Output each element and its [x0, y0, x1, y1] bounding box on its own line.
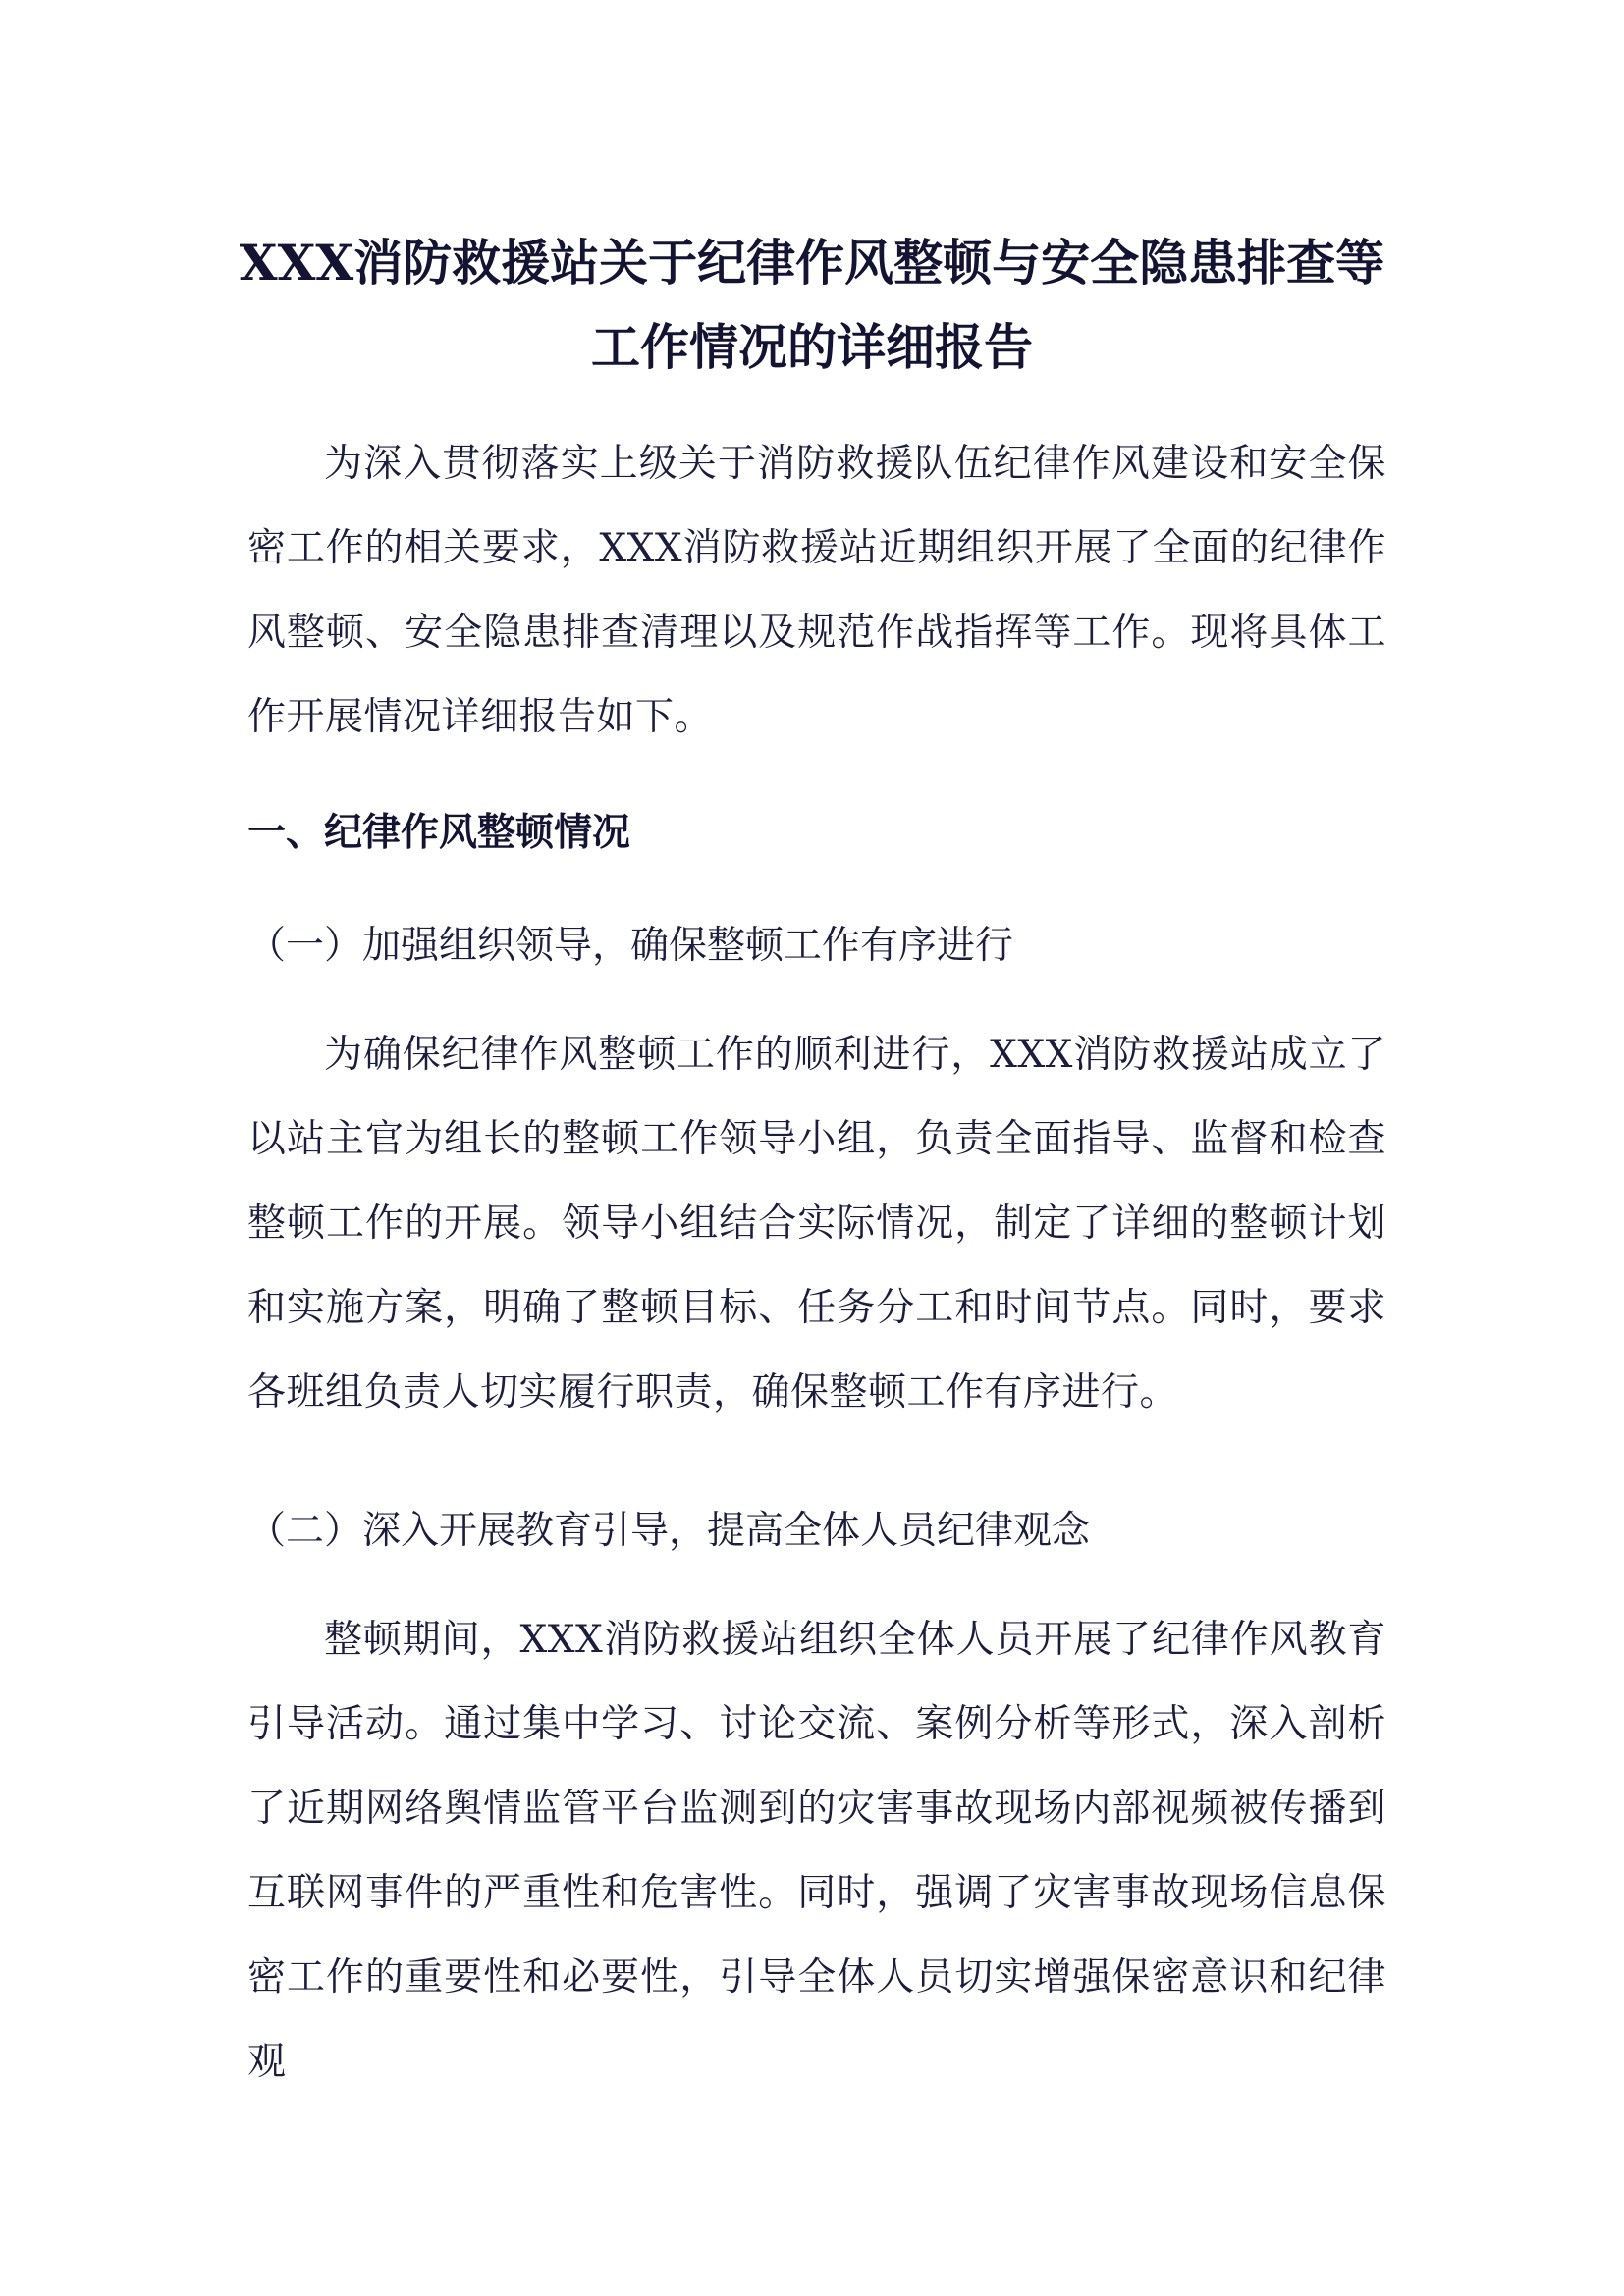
subsection-heading-organization: （一）加强组织领导，确保整顿工作有序进行 [247, 924, 1014, 968]
subsection-body-education: 整顿期间，XXX消防救援站组织全体人员开展了纪律作风教育引导活动。通过集中学习、讨论交流、案例分析等形式，深入剖析了近期网络舆情监管平台监测到的灾害事故现场内部视频被传播到互联网事件的严重性和危害性。同时，强调了灾害事故现场信息保密工作的重要性和必要性，引导全体人员切实增强保密意识和纪律观 [247, 1618, 1386, 2084]
intro-paragraph: 为深入贯彻落实上级关于消防救援队伍纪律作风建设和安全保密工作的相关要求，XXX消防救援站近期组织开展了全面的纪律作风整顿、安全隐患排查清理以及规范作战指挥等工作。现将具体工作开展情况详细报告如下。 [247, 442, 1386, 739]
document-title-line-1: XXX消防救援站关于纪律作风整顿与安全隐患排查等 [239, 234, 1385, 292]
subsection-body-organization: 为确保纪律作风整顿工作的顺利进行，XXX消防救援站成立了以站主官为组长的整顿工作领导小组，负责全面指导、监督和检查整顿工作的开展。领导小组结合实际情况，制定了详细的整顿计划和实施方案，明确了整顿目标、任务分工和时间节点。同时，要求各班组负责人切实履行职责，确保整顿工作有序进行。 [247, 1033, 1386, 1415]
document-title-line-2: 工作情况的详细报告 [591, 318, 1033, 376]
subsection-heading-education: （二）深入开展教育引导，提高全体人员纪律观念 [247, 1509, 1091, 1553]
section-heading-discipline: 一、纪律作风整顿情况 [247, 810, 631, 855]
